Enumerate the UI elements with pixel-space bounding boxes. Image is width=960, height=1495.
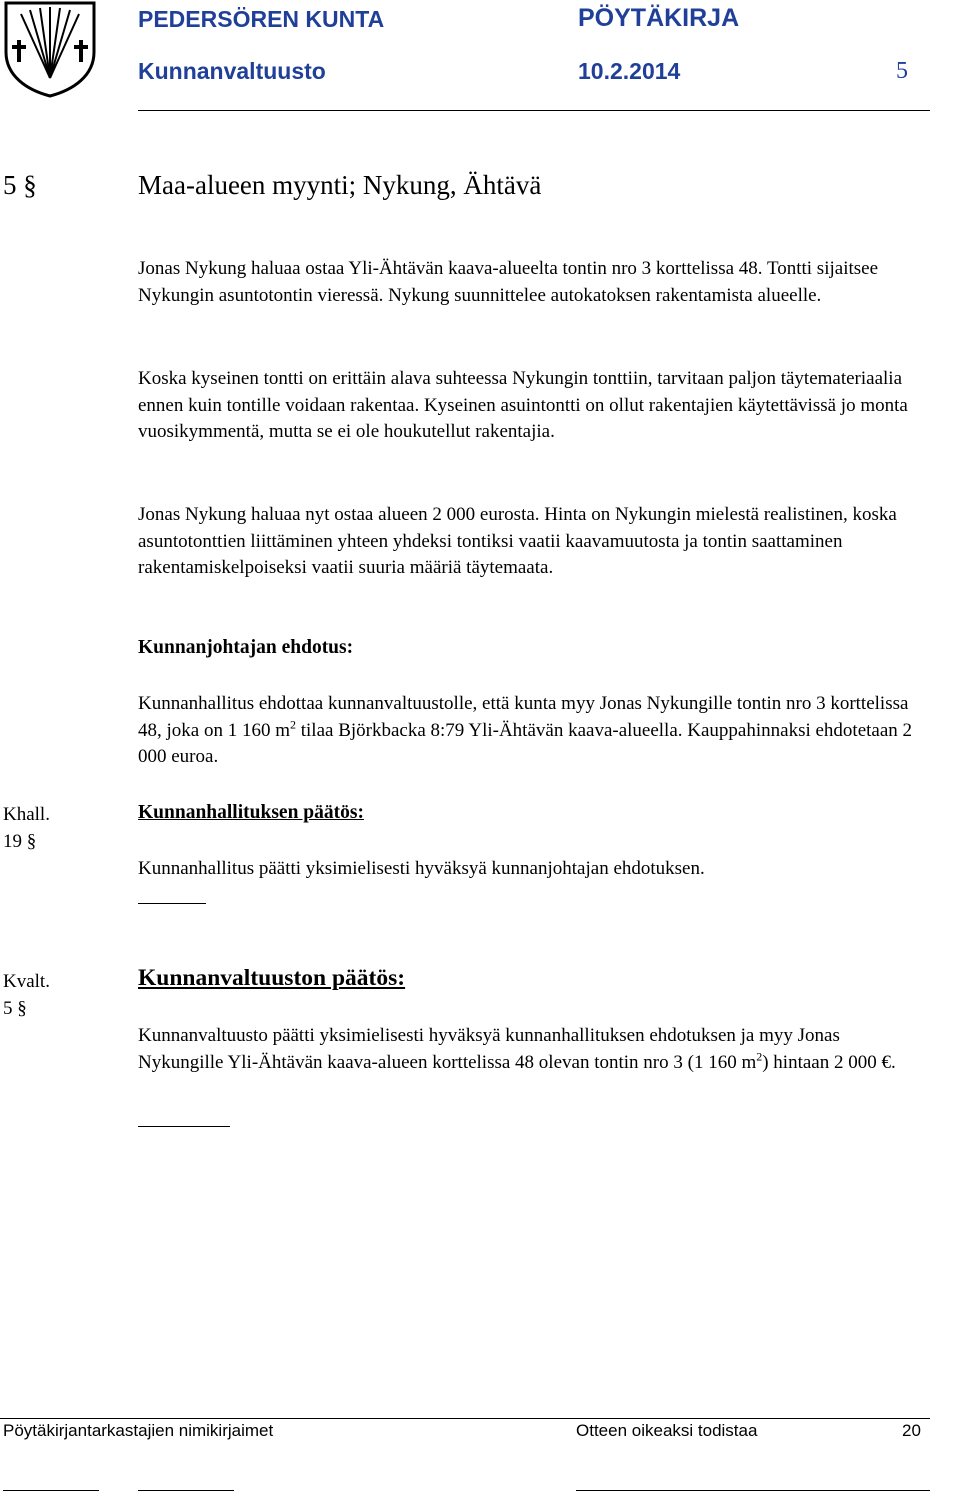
- signature-line-1: [3, 1490, 99, 1491]
- council-text-a: Kunnanvaltuusto päätti yksimielisesti hyväksyä kunnanhallituksen ehdotuksen ja myy Jonas Nykungille Yli-Ähtävän kaava-alueen korttelissa 48 olevan tontin nro 3 (1 160 m: [138, 1025, 840, 1073]
- footer-certify-label: Otteen oikeaksi todistaa: [576, 1421, 758, 1440]
- paragraph-text: Koska kyseinen tontti on erittäin alava suhteessa Nykungin tonttiin, tarvitaan paljon täytemateriaalia ennen kuin tontille voidaan rakentaa. Kyseinen asuintontti on ollut rakentajien käytettävissä jo monta vuosikymmentä, mutta se ei ole houkutellut rakentajia.: [138, 368, 908, 442]
- proposal-text-a: Kunnanhallitus ehdottaa kunnanvaltuustolle, että kunta myy Jonas Nykungille tontin nro 3 korttelissa 48, joka on 1 160 m: [138, 693, 909, 741]
- signature-line-2: [138, 1490, 234, 1491]
- council-heading: Kunnanvaltuuston päätös:: [138, 965, 406, 991]
- board-end-rule: [138, 903, 206, 904]
- section-number: 5 §: [3, 170, 37, 200]
- paragraph-2: [138, 366, 928, 446]
- meeting-date: 10.2.2014: [578, 58, 681, 84]
- proposal-text-b: tilaa Björkbacka 8:79 Yli-Ähtävän kaava-alueella. Kauppahinnaksi ehdotetaan 2 000 euroa.: [138, 719, 913, 767]
- board-margin-note: [3, 801, 50, 855]
- header-divider: [138, 110, 930, 111]
- document-type: PÖYTÄKIRJA: [578, 4, 740, 32]
- proposal-heading: Kunnanjohtajan ehdotus:: [138, 637, 354, 658]
- section-title: Maa-alueen myynti; Nykung, Ähtävä: [138, 170, 542, 200]
- footer-page-number: 20: [902, 1421, 921, 1440]
- council-margin-line1: Kvalt.: [3, 971, 50, 992]
- council-sup: 2: [756, 1049, 763, 1064]
- paragraph-text: Jonas Nykung haluaa nyt ostaa alueen 2 000 eurosta. Hinta on Nykungin mielestä realistinen, koska asuntotonttien liittäminen yhteen yhdeksi tontiksi vaatii kaavamuutosta ja tontin saattaminen rakentamiskelpoiseksi vaatii suuria määriä täytemaata.: [138, 504, 897, 578]
- council-end-rule: [138, 1126, 230, 1127]
- board-margin-line2: 19 §: [3, 831, 37, 852]
- paragraph-1: [138, 256, 928, 309]
- footer-initials-label: Pöytäkirjantarkastajien nimikirjaimet: [3, 1421, 274, 1440]
- council-text: [138, 1023, 928, 1076]
- paragraph-3: [138, 502, 928, 582]
- coat-of-arms-icon: [3, 0, 97, 98]
- council-margin-note: [3, 968, 50, 1022]
- paragraph-text: Jonas Nykung haluaa ostaa Yli-Ähtävän kaava-alueelta tontin nro 3 korttelissa 48. Tontti sijaitsee Nykungin asuntotontin vieressä. Nykung suunnittelee autokatoksen rakentamista alueelle.: [138, 258, 879, 306]
- meeting-body: Kunnanvaltuusto: [138, 58, 326, 84]
- council-margin-line2: 5 §: [3, 998, 27, 1019]
- proposal-sup: 2: [290, 717, 296, 732]
- council-text-b: ) hintaan 2 000 €.: [762, 1051, 896, 1073]
- footer-divider: [0, 1418, 930, 1419]
- board-margin-line1: Khall.: [3, 804, 50, 825]
- page-number: 5: [896, 58, 908, 84]
- proposal-text: [138, 691, 928, 771]
- board-heading: Kunnanhallituksen päätös:: [138, 802, 364, 823]
- board-text-content: Kunnanhallitus päätti yksimielisesti hyväksyä kunnanjohtajan ehdotuksen.: [138, 858, 705, 879]
- board-text: [138, 856, 928, 883]
- municipality-name: PEDERSÖREN KUNTA: [138, 6, 385, 32]
- signature-line-3: [576, 1490, 930, 1491]
